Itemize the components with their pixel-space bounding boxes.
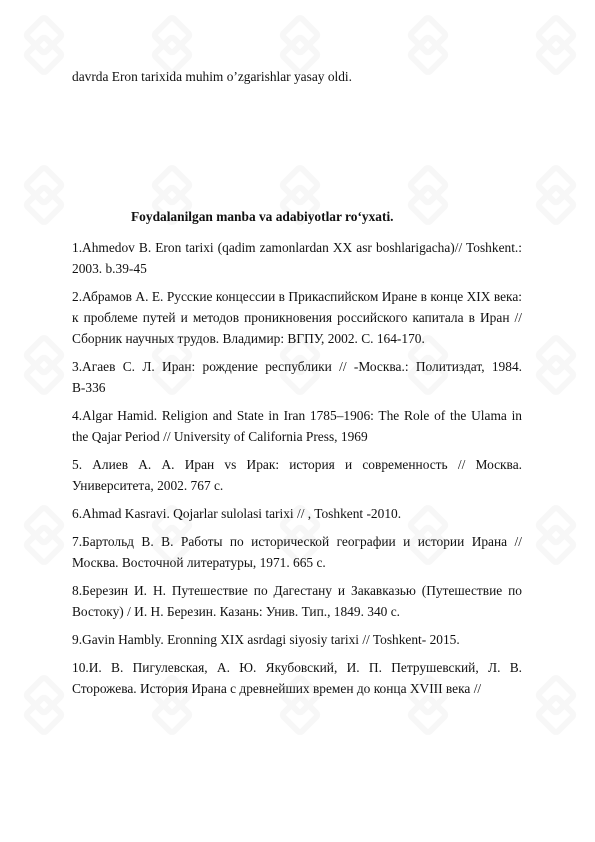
watermark-logo-icon bbox=[523, 162, 588, 227]
reference-item: 3.Агаев С. Л. Иран: рождение республики // -Москва.: Политиздат, 1984. В-336 bbox=[72, 359, 522, 395]
watermark-logo-icon bbox=[11, 672, 76, 737]
reference-item: 6.Ahmad Kasravi. Qojarlar sulolasi tarixi // , Toshkent -2010. bbox=[72, 506, 402, 521]
watermark-logo-icon bbox=[523, 12, 588, 77]
reference-item: 7.Бартольд В. В. Работы по исторической географии и истории Ирана // Москва. Восточной литературы, 1971. 665 с. bbox=[72, 534, 522, 570]
intro-text: davrda Eron tarixida muhim o’zgarishlar yasay oldi. bbox=[72, 69, 353, 84]
watermark-logo-icon bbox=[11, 12, 76, 77]
reference-item: 4.Algar Hamid. Religion and State in Iran 1785–1906: The Role of the Ulama in the Qajar Period // University of California Press, 1969 bbox=[72, 408, 522, 444]
watermark-logo-icon bbox=[523, 502, 588, 567]
watermark-logo-icon bbox=[11, 332, 76, 397]
reference-item: 2.Абрамов А. Е. Русские концессии в Прикаспийском Иране в конце XIX века: к проблеме путей и методов проникновения российского капитала в Иран // Сборник научных трудов. Владимир: ВГПУ, 2002. С. 164-170. bbox=[72, 289, 522, 346]
watermark-logo-icon bbox=[11, 502, 76, 567]
document-page bbox=[72, 66, 522, 706]
watermark-logo-icon bbox=[523, 672, 588, 737]
reference-item: 10.И. В. Пигулевская, А. Ю. Якубовский, И. П. Петрушевский, Л. В. Сторожева. История Ирана с древнейших времен до конца XVIII века // bbox=[72, 660, 522, 696]
watermark-logo-icon bbox=[11, 162, 76, 227]
reference-item: 5. Алиев А. А. Иран vs Ирак: история и современность // Москва. Университета, 2002. 767 с. bbox=[72, 457, 522, 493]
reference-item: 1.Ahmedov B. Eron tarixi (qadim zamonlardan XX asr boshlarigacha)// Toshkent.: 2003. b.39-45 bbox=[72, 240, 522, 276]
references-heading: Foydalanilgan manba va adabiyotlar ro‘yxati. bbox=[131, 209, 394, 224]
reference-item: 8.Березин И. Н. Путешествие по Дагестану и Закавказью (Путешествие по Востоку) / И. Н. Березин. Казань: Унив. Тип., 1849. 340 с. bbox=[72, 583, 522, 619]
watermark-logo-icon bbox=[523, 332, 588, 397]
reference-item: 9.Gavin Hambly. Eronning XIX asrdagi siyosiy tarixi // Toshkent- 2015. bbox=[72, 632, 460, 647]
